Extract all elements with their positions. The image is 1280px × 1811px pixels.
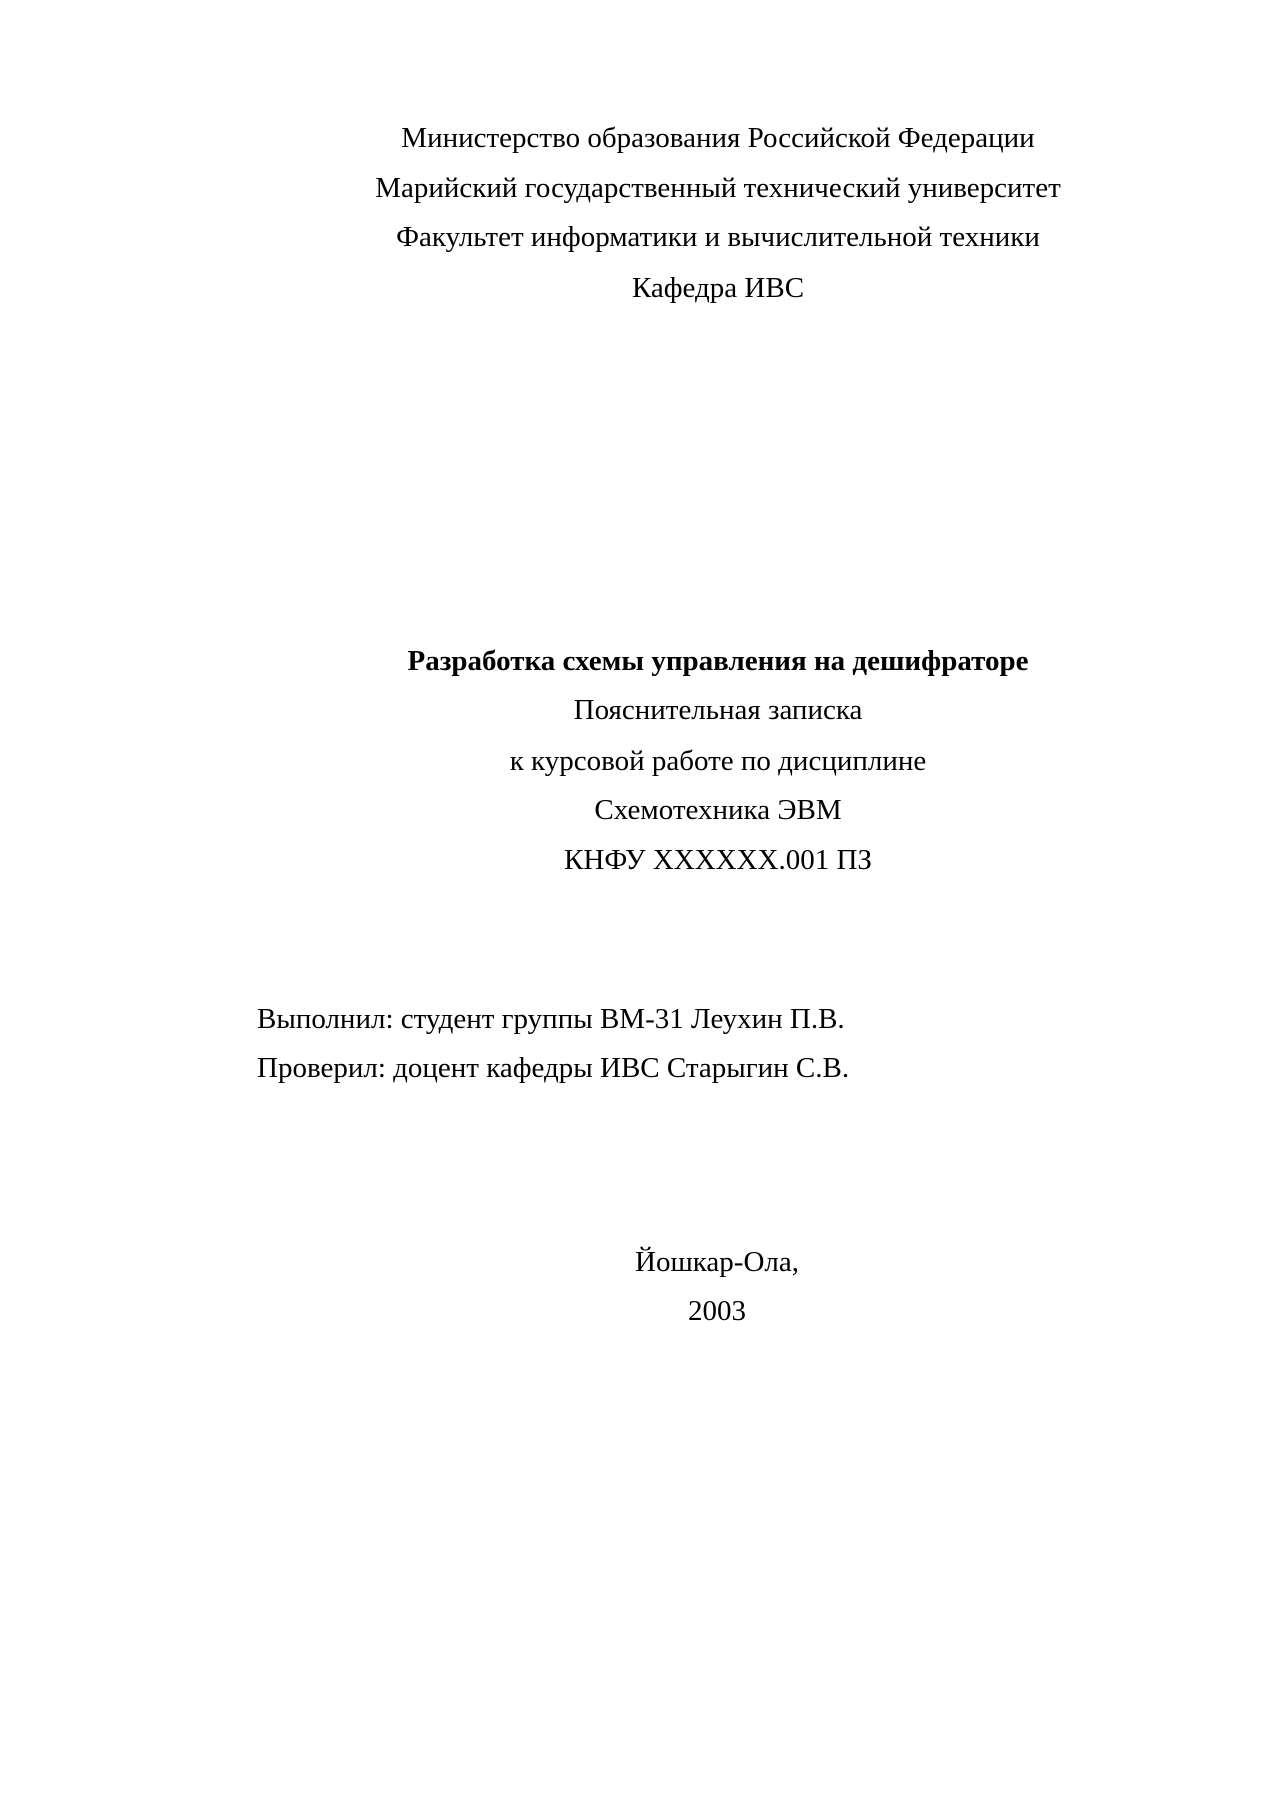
performed-by-line: Выполнил: студент группы ВМ-31 Леухин П.В.: [257, 1003, 845, 1035]
document-code: КНФУ ХХХХХХ.001 ПЗ: [564, 844, 872, 876]
faculty-line: Факультет информатики и вычислительной техники: [396, 221, 1040, 253]
course-line: к курсовой работе по дисциплине: [509, 745, 927, 777]
checked-by-line: Проверил: доцент кафедры ИВС Старыгин С.В.: [257, 1052, 850, 1084]
year-line: 2003: [688, 1295, 746, 1327]
ministry-line: Министерство образования Российской Федерации: [401, 122, 1035, 154]
city-line: Йошкар-Ола,: [635, 1246, 799, 1278]
document-title: Разработка схемы управления на дешифраторе: [407, 645, 1029, 677]
document-type: Пояснительная записка: [573, 694, 863, 726]
discipline-line: Схемотехника ЭВМ: [594, 794, 842, 826]
department-line: Кафедра ИВС: [631, 272, 805, 304]
university-line: Марийский государственный технический университет: [375, 172, 1061, 204]
